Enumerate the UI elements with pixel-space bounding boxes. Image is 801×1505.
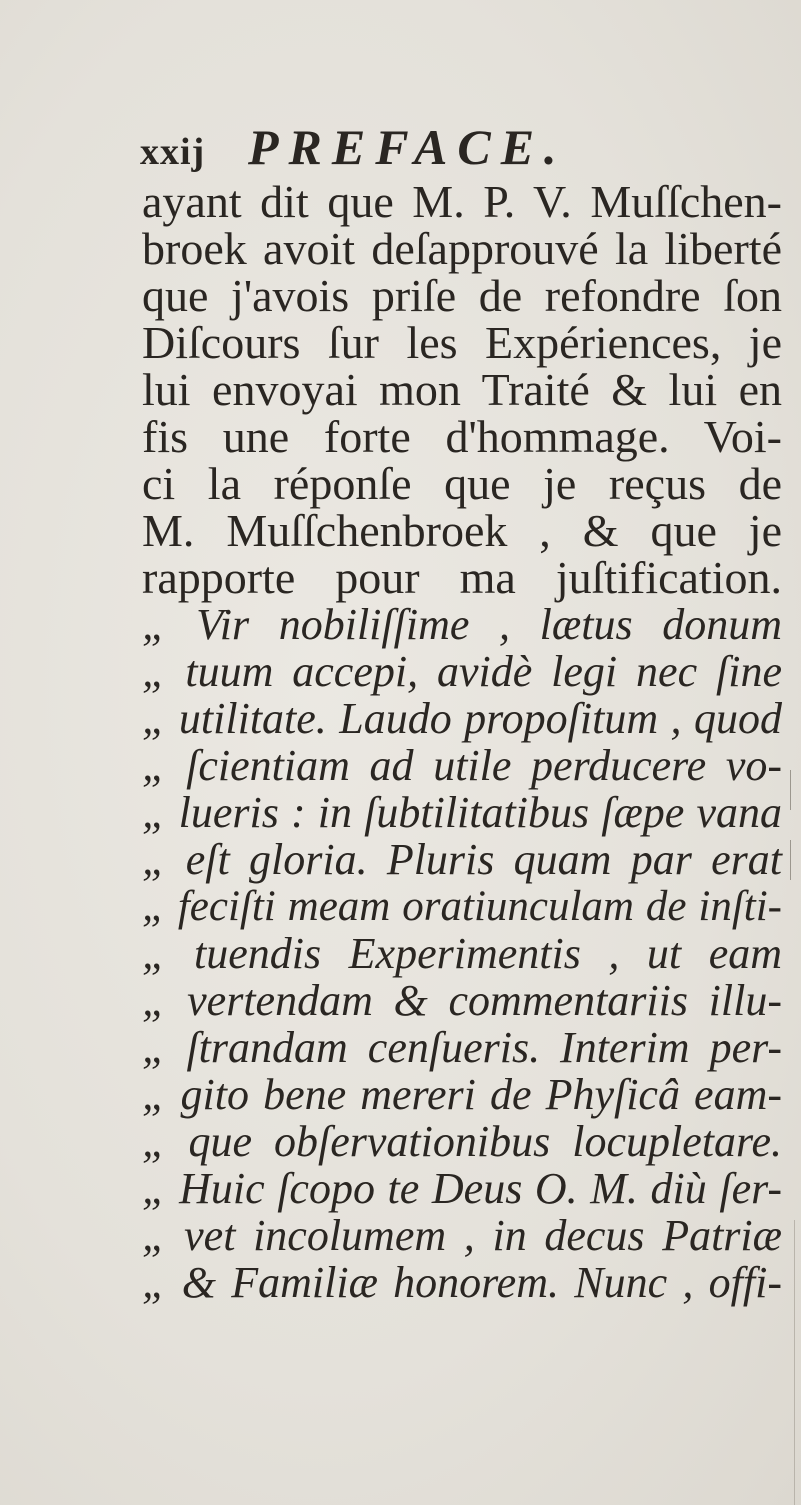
quoted-line: „ tuendis Experimentis , ut eam (142, 929, 782, 978)
quoted-line: „ ſtrandam cenſueris. Interim per- (142, 1023, 782, 1072)
text-line: fis une forte d'hommage. Voi- (142, 411, 782, 462)
text-line: rapporte pour ma juſtification. (142, 552, 782, 603)
quoted-line: „ utilitate. Laudo propoſitum , quod (142, 694, 782, 743)
text-line: Diſcours ſur les Expériences, je (142, 317, 782, 368)
text-line: broek avoit deſapprouvé la liberté (142, 223, 782, 274)
quoted-line: „ Huic ſcopo te Deus O. M. diù ſer- (142, 1164, 782, 1213)
text-line: ci la réponſe que je reçus de (142, 458, 782, 509)
quoted-line: „ eſt gloria. Pluris quam par erat (142, 835, 782, 884)
quoted-line: „ vertendam & commentariis illu- (142, 976, 782, 1025)
text-line: M. Muſſchenbroek , & que je (142, 505, 782, 556)
page-edge-shadow (794, 1220, 795, 1505)
page-edge-mark (790, 770, 791, 810)
quoted-line: „ & Familiæ honorem. Nunc , offi- (142, 1258, 782, 1307)
quoted-line: „ vet incolumem , in decus Patriæ (142, 1211, 782, 1260)
page-number: xxij (140, 131, 206, 173)
text-line: ayant dit que M. P. V. Muſſchen- (142, 176, 782, 227)
text-line: lui envoyai mon Traité & lui en (142, 364, 782, 415)
quoted-line: „ que obſervationibus locupletare. (142, 1117, 782, 1166)
page-edge-mark (790, 840, 791, 880)
text-line: que j'avois priſe de refondre ſon (142, 270, 782, 321)
quoted-line: „ tuum accepi, avidè legi nec ſine (142, 647, 782, 696)
quoted-line: „ feciſti meam oratiunculam de inſti- (142, 883, 782, 930)
quoted-line: „ ſcientiam ad utile perducere vo- (142, 741, 782, 790)
quoted-line: „ gito bene mereri de Phyſicâ eam- (142, 1070, 782, 1119)
body-text (142, 178, 782, 1306)
quoted-line: „ Vir nobiliſſime , lætus donum (142, 600, 782, 649)
quoted-line: „ lueris : in ſubtilitatibus ſæpe vana (142, 788, 782, 837)
running-title: PREFACE. (248, 119, 567, 175)
page-header (140, 118, 567, 178)
